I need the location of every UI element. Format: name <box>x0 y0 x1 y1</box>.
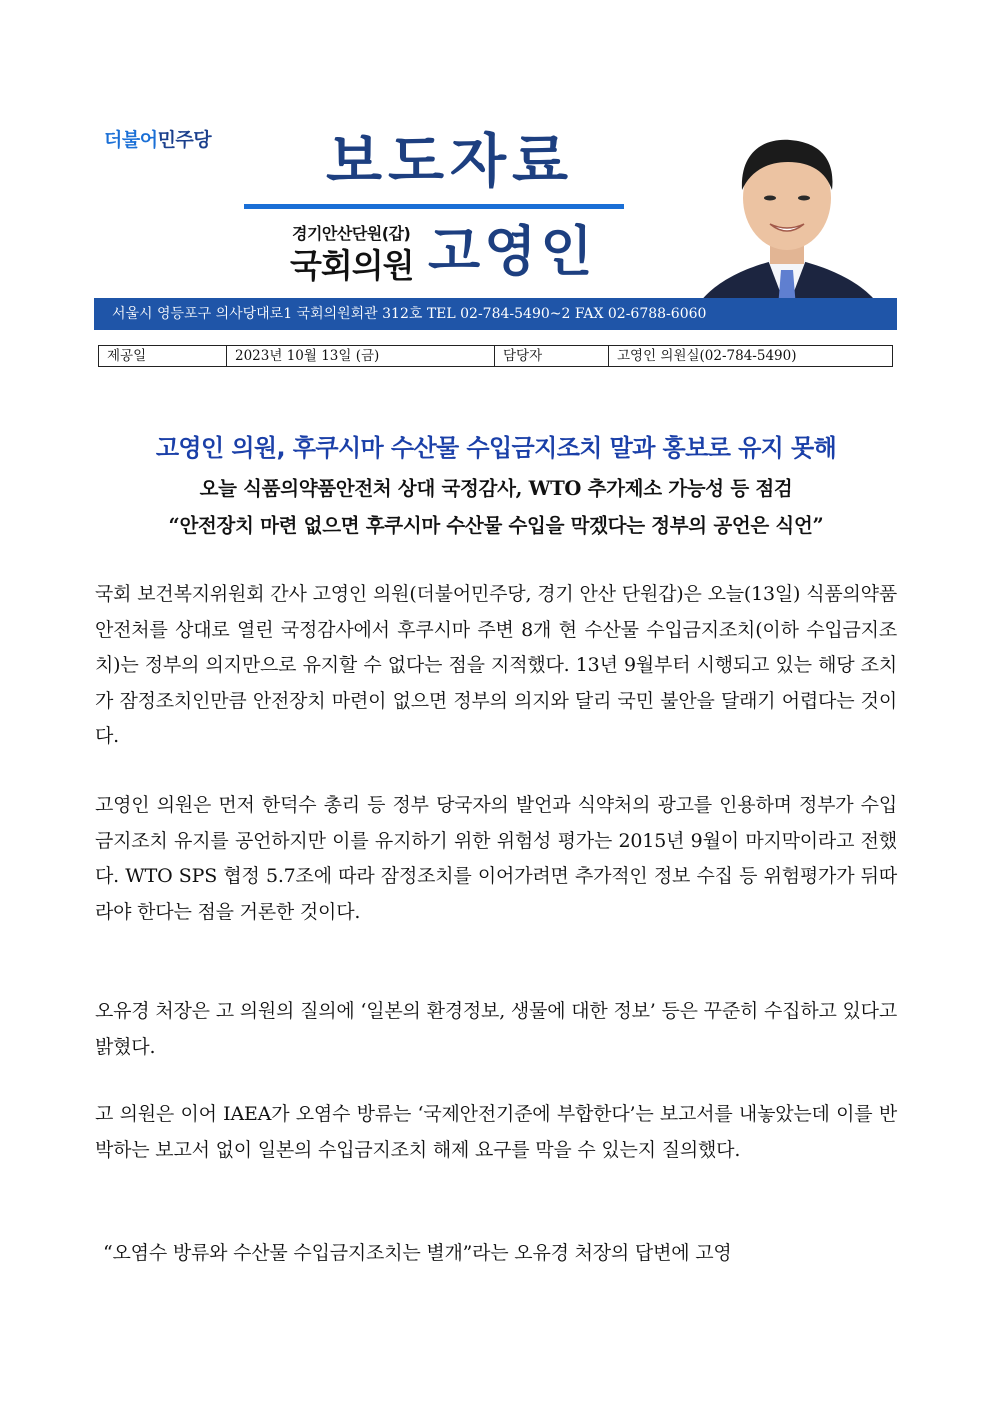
address-bar <box>94 298 897 330</box>
date-value: 2023년 10월 13일 (금) <box>227 346 495 367</box>
body-paragraph-1: 국회 보건복지위원회 간사 고영인 의원(더불어민주당, 경기 안산 단원갑)은 오늘(13일) 식품의약품안전처를 상대로 열린 국정감사에서 후쿠시마 주변 8개 현 수산물 수입금지조치(이하 수입금지조치)는 정부의 의지만으로 유지할 수 없다는 점을 지적했다. 13년 9월부터 시행되고 있는 해당 조치가 잠정조치인만큼 안전장치 마련이 없으면 정부의 의지와 달리 국민 불안을 달래기 어렵다는 것이다. <box>95 583 897 747</box>
headline: 고영인 의원, 후쿠시마 수산물 수입금지조치 말과 홍보로 유지 못해 <box>155 434 837 462</box>
party-logo: 더불어민주당 <box>104 129 212 151</box>
body-paragraph-4: 고 의원은 이어 IAEA가 오염수 방류는 ‘국제안전기준에 부합한다’는 보고서를 내놓았는데 이를 반박하는 보고서 없이 일본의 수입금지조치 해제 요구를 막을 수 있는지 질의했다. <box>95 1103 897 1161</box>
date-label: 제공일 <box>99 346 227 367</box>
subheadline-1: 오늘 식품의약품안전처 상대 국정감사, WTO 추가제소 가능성 등 점검 <box>199 477 793 500</box>
office-address: 서울시 영등포구 의사당대로1 국회의원회관 312호 TEL 02-784-5490~2 FAX 02-6788-6060 <box>112 306 707 322</box>
district-label: 경기안산단원(갑) <box>292 224 411 243</box>
subheadline-2: “안전장치 마련 없으면 후쿠시마 수산물 수입을 막겠다는 정부의 공언은 식언” <box>168 514 824 537</box>
contact-value: 고영인 의원실(02-784-5490) <box>609 346 893 367</box>
member-name: 고영인 <box>428 220 597 283</box>
press-release-header <box>0 0 992 340</box>
press-release-title: 보도자료 <box>325 127 575 195</box>
release-info-table <box>98 345 893 367</box>
body-paragraph-3: 오유경 처장은 고 의원의 질의에 ‘일본의 환경정보, 생물에 대한 정보’ 등은 꾸준히 수집하고 있다고 밝혔다. <box>95 1000 897 1058</box>
contact-label: 담당자 <box>495 346 609 367</box>
member-role: 국회의원 <box>290 246 414 285</box>
body-paragraph-5: “오염수 방류와 수산물 수입금지조치는 별개”라는 오유경 처장의 답변에 고영 <box>103 1242 732 1264</box>
body-paragraph-2: 고영인 의원은 먼저 한덕수 총리 등 정부 당국자의 발언과 식약처의 광고를 인용하며 정부가 수입금지조치 유지를 공언하지만 이를 유지하기 위한 위험성 평가는 2015년 9월이 마지막이라고 전했다. WTO SPS 협정 5.7조에 따라 잠정조치를 이어가려면 추가적인 정보 수집 등 위험평가가 뒤따라야 한다는 점을 거론한 것이다. <box>95 794 897 923</box>
title-divider <box>244 204 624 209</box>
